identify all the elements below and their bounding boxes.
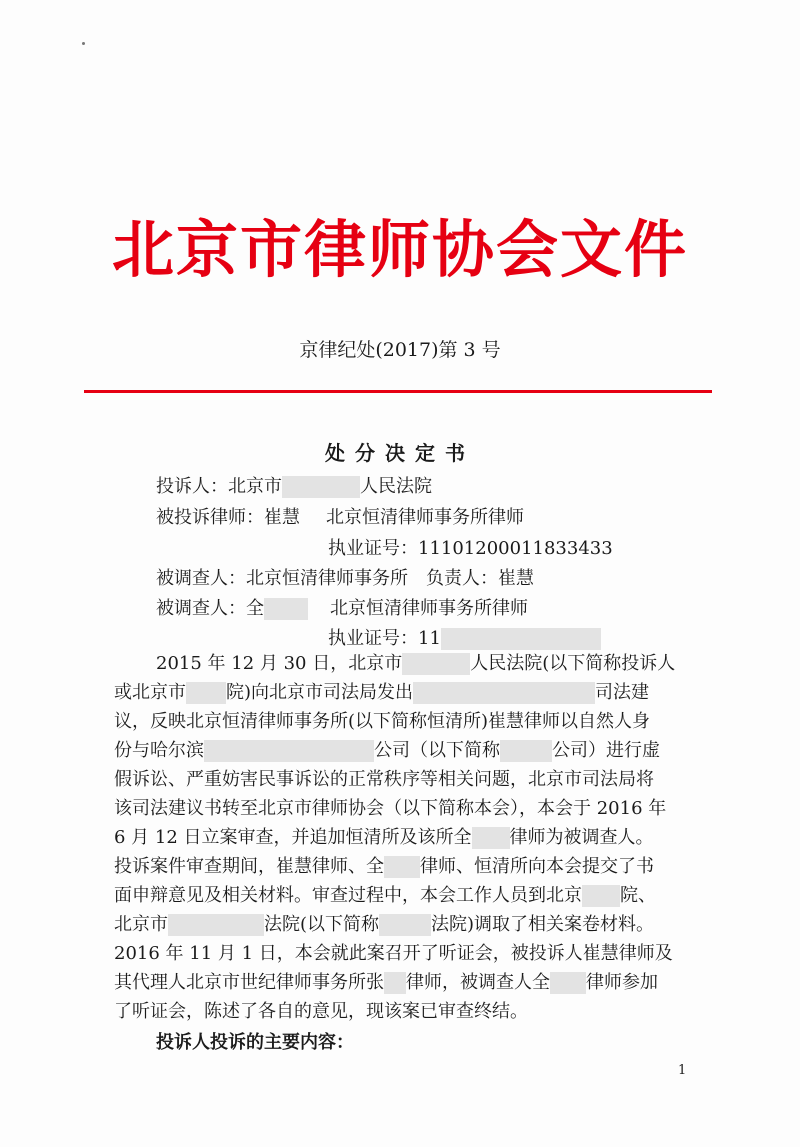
body-text: 6 月 12 日立案审查，并追加恒清所及该所全 (114, 827, 472, 848)
body-text: 其代理人北京市世纪律师事务所张 (114, 972, 384, 993)
redaction-box (264, 598, 308, 620)
redaction-box (282, 476, 360, 498)
scan-speck (82, 42, 85, 45)
decision-title: 处分决定书 (325, 441, 475, 465)
license2-prefix: 11 (418, 628, 441, 649)
body-line (156, 651, 675, 677)
redaction-box (441, 628, 601, 650)
redaction-box (402, 653, 470, 675)
body-text: 人民法院(以下简称投诉人 (470, 653, 676, 674)
investigated2-label: 被调查人： (156, 598, 246, 619)
body-line (114, 825, 686, 851)
body-line (114, 970, 686, 996)
body-text: 投诉案件审查期间，崔慧律师、全 (114, 856, 384, 877)
respondent-lawyer-name: 崔慧 (264, 507, 300, 528)
complainant-label: 投诉人： (156, 476, 228, 497)
body-line (114, 883, 686, 909)
body-text: 律师、恒清所向本会提交了书 (420, 856, 654, 877)
redaction-box (168, 914, 264, 936)
investigated2-prefix: 全 (246, 598, 264, 619)
respondent-lawyer-line (156, 505, 524, 531)
body-line: 2016 年 11 月 1 日，本会就此案召开了听证会，被投诉人崔慧律师及 (114, 943, 673, 964)
investigated1-label: 被调查人： (156, 568, 246, 589)
redaction-box (186, 682, 226, 704)
header-title: 北京市律师协会文件 (111, 213, 688, 286)
body-line (114, 912, 686, 938)
body-text: 法院)调取了相关案卷材料。 (431, 914, 655, 935)
investigated2-line (156, 596, 528, 622)
body-text: 2015 年 12 月 30 日，北京市 (156, 653, 403, 674)
license2-line (328, 626, 601, 652)
redaction-box (379, 914, 431, 936)
body-text: 律师参加 (586, 972, 658, 993)
body-text: 份与哈尔滨 (114, 740, 204, 761)
body-text: 院)向北京市司法局发出 (226, 682, 414, 703)
investigated1-firm: 北京恒清律师事务所 (246, 568, 408, 589)
body-line: 议，反映北京恒清律师事务所(以下简称恒清所)崔慧律师以自然人身 (114, 711, 651, 732)
body-text: 院、 (620, 885, 656, 906)
investigated1-head: 负责人：崔慧 (426, 568, 534, 589)
body-text: 法院(以下简称 (264, 914, 380, 935)
redaction-box (204, 740, 374, 762)
respondent-lawyer-label: 被投诉律师： (156, 507, 264, 528)
body-text: 司法建 (595, 682, 650, 703)
investigated1-line (156, 566, 534, 592)
body-text: 公司（以下简称 (374, 740, 500, 761)
license-line (328, 536, 613, 562)
body-text: 公司）进行虚 (552, 740, 660, 761)
license2-label: 执业证号： (328, 628, 418, 649)
license-number: 11101200011833433 (418, 538, 613, 559)
body-line: 该司法建议书转至北京市律师协会（以下简称本会），本会于 2016 年 (114, 798, 667, 819)
license-label: 执业证号： (328, 538, 418, 559)
body-text: 或北京市 (114, 682, 186, 703)
page-number: 1 (678, 1063, 687, 1078)
respondent-lawyer-firm: 北京恒清律师事务所律师 (326, 507, 524, 528)
complainant-prefix: 北京市 (228, 476, 282, 497)
body-line (114, 854, 686, 880)
redaction-box (582, 885, 620, 907)
redaction-box (500, 740, 552, 762)
red-divider (84, 390, 712, 393)
body-text: 律师为被调查人。 (509, 827, 654, 848)
investigated2-firm: 北京恒清律师事务所律师 (330, 598, 528, 619)
redaction-box (472, 827, 510, 849)
section-heading: 投诉人投诉的主要内容： (156, 1032, 354, 1053)
doc-number: 京律纪处(2017)第 3 号 (299, 339, 501, 361)
body-line: 了听证会，陈述了各自的意见，现该案已审查终结。 (114, 1001, 528, 1022)
body-text: 北京市 (114, 914, 168, 935)
complainant-suffix: 人民法院 (360, 476, 432, 497)
redaction-box (550, 972, 586, 994)
body-line: 假诉讼、严重妨害民事诉讼的正常秩序等相关问题，北京市司法局将 (114, 769, 654, 790)
redaction-box (413, 682, 595, 704)
redaction-box (384, 856, 420, 878)
redaction-box (384, 972, 406, 994)
body-line (114, 738, 686, 764)
body-line (114, 680, 686, 706)
body-text: 面申辩意见及相关材料。审查过程中，本会工作人员到北京 (114, 885, 582, 906)
body-text: 律师，被调查人全 (406, 972, 550, 993)
complainant-line (156, 474, 432, 500)
